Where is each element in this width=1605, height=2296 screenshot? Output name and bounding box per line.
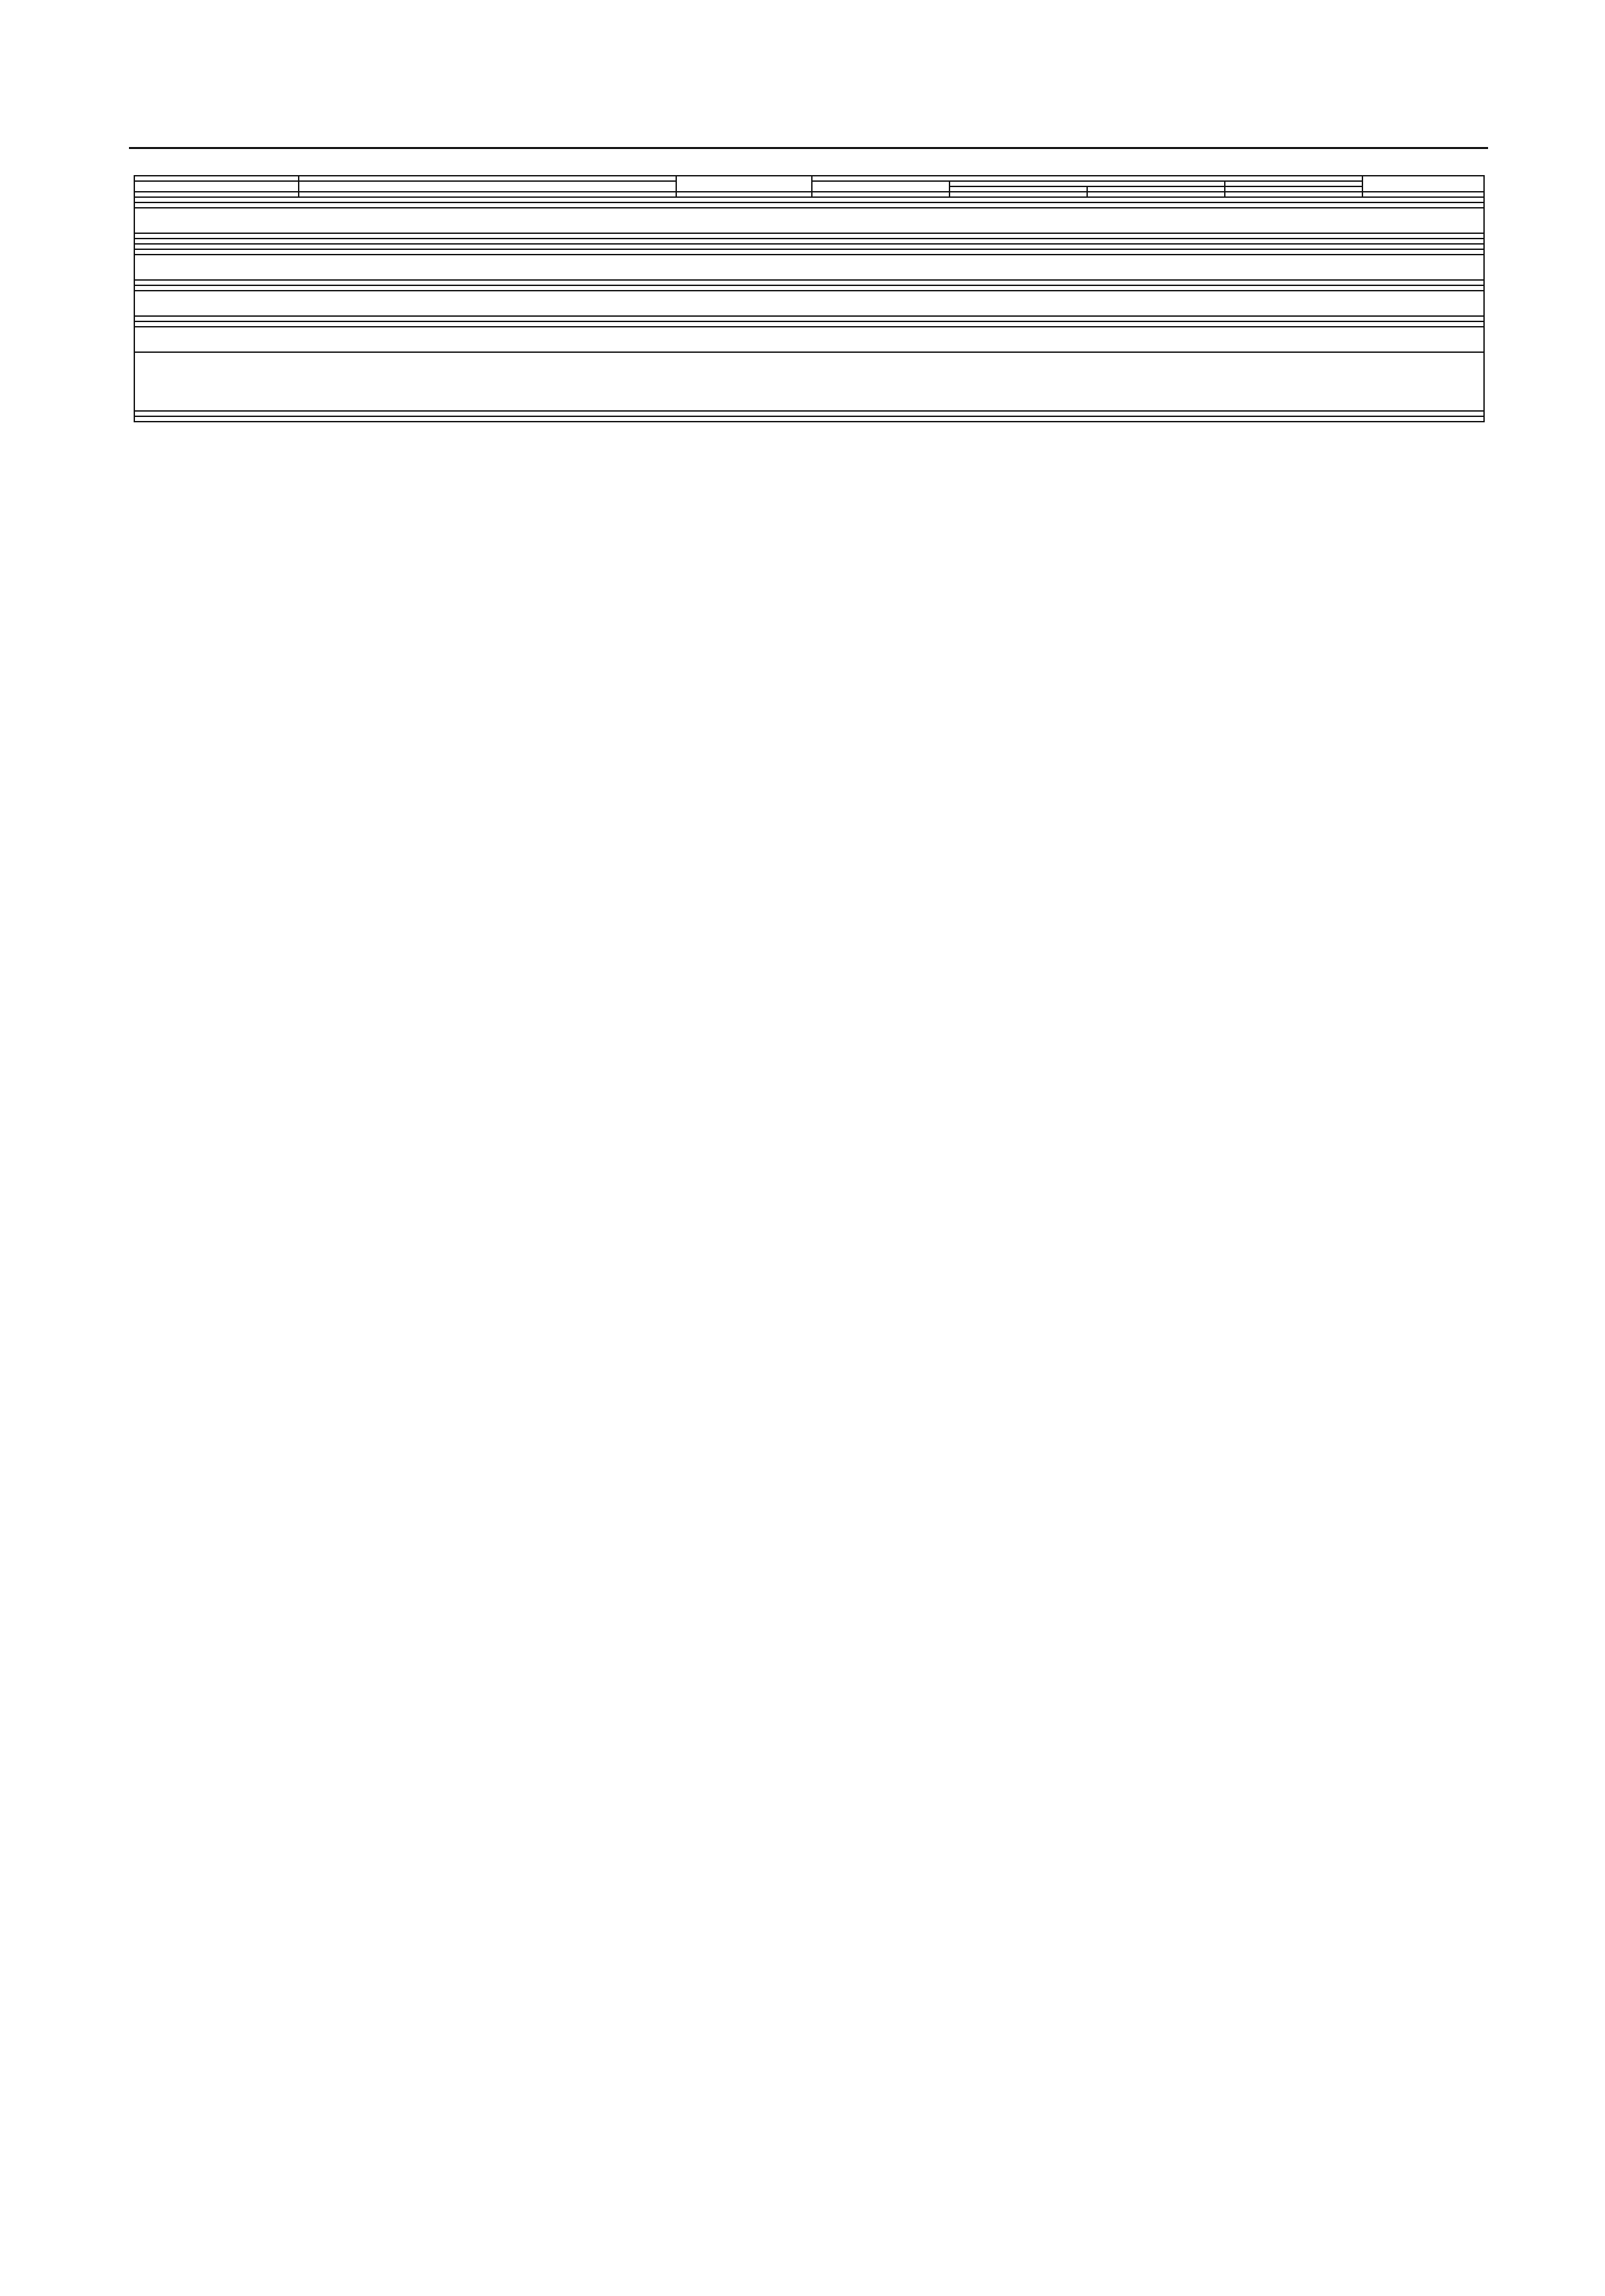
table-419 <box>134 197 1484 208</box>
table-422 <box>134 316 1484 327</box>
measure-unit <box>134 202 1484 208</box>
col-number <box>299 192 676 197</box>
col-header-worker-pay <box>812 181 950 192</box>
col-number <box>1225 192 1362 197</box>
col-header-machines-total <box>950 186 1087 192</box>
column-header-row-1 <box>134 176 1484 181</box>
table-title <box>134 352 1484 411</box>
col-number <box>1362 192 1484 197</box>
table-gap <box>134 208 1484 233</box>
col-header-rate-numbers <box>134 176 299 181</box>
col-header-works-name <box>299 176 676 181</box>
col-header-materials-name <box>299 181 676 192</box>
col-header-materials <box>1225 181 1362 186</box>
table-gap <box>134 291 1484 316</box>
table-title <box>134 233 1484 239</box>
col-header-material-usage <box>1225 186 1362 192</box>
table-title <box>134 316 1484 321</box>
table-423 <box>134 352 1484 422</box>
table-gap <box>134 255 1484 280</box>
measure-unit <box>134 321 1484 327</box>
subsection-heading <box>134 249 1484 255</box>
subsection-heading <box>134 416 1484 422</box>
table-gap <box>134 327 1484 352</box>
col-header-machinist-pay <box>1087 186 1225 192</box>
measure-unit <box>134 411 1484 416</box>
col-header-including <box>812 176 1362 181</box>
table-421 <box>134 280 1484 291</box>
column-number-row <box>134 192 1484 197</box>
table-title <box>134 197 1484 202</box>
col-header-machines <box>950 181 1225 186</box>
table-420 <box>134 233 1484 249</box>
measure-unit <box>134 285 1484 291</box>
price-table <box>134 175 1485 422</box>
col-number <box>950 192 1087 197</box>
col-header-labor <box>1362 176 1484 192</box>
col-number <box>812 192 950 197</box>
price-table-frame <box>134 175 1483 422</box>
measure-unit <box>134 239 1484 244</box>
col-number <box>134 192 299 197</box>
running-header <box>129 107 1488 149</box>
subsection-heading <box>134 244 1484 249</box>
col-header-material-codes <box>134 181 299 192</box>
col-number <box>1087 192 1225 197</box>
table-title <box>134 280 1484 285</box>
col-header-direct-costs <box>676 176 812 192</box>
col-number <box>676 192 812 197</box>
